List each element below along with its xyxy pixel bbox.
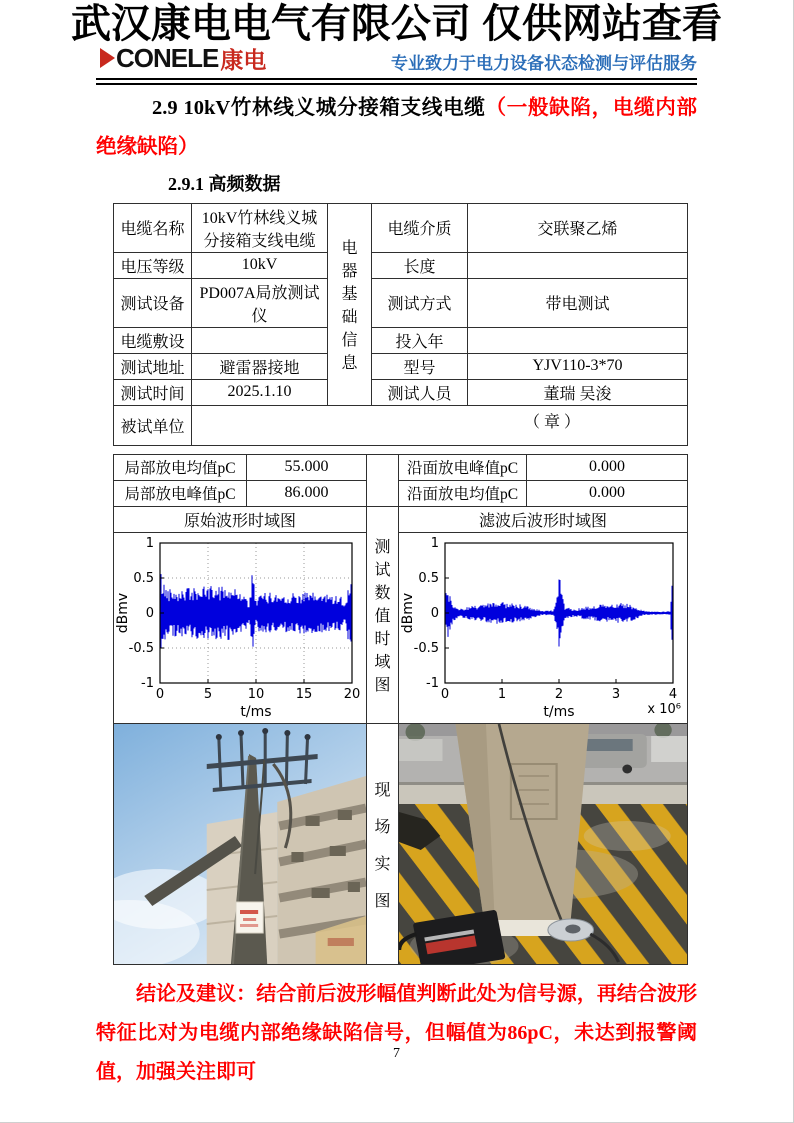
section-heading-black: 2.9 10kV竹林线义城分接箱支线电缆 <box>152 96 486 119</box>
logo-triangle-icon <box>100 48 115 68</box>
info-cell-label: 电压等级 <box>114 252 192 278</box>
page-number: 7 <box>393 1046 400 1061</box>
left-chart-title: 原始波形时域图 <box>114 506 367 532</box>
filtered-waveform-chart <box>399 532 688 723</box>
conclusion-text: 结论及建议：结合前后波形幅值判断此处为信号源，再结合波形特征比对为电缆内部绝缘缺陷信号，但幅值为86pC，未达到报警阈值，加强关注即可 <box>96 982 697 1083</box>
subsection-heading: 2.9.1 高频数据 <box>168 173 281 194</box>
measure-cell-value: 0.000 <box>527 480 688 506</box>
info-cell-value <box>192 327 328 353</box>
company-slogan: 专业致力于电力设备状态检测与评估服务 <box>391 53 697 73</box>
section-heading <box>96 89 697 167</box>
svg-text:-0.5: -0.5 <box>413 640 439 656</box>
logo-brand-cn: 康电 <box>220 46 267 73</box>
svg-text:1: 1 <box>145 535 154 551</box>
info-cell-label: 电缆名称 <box>114 203 192 252</box>
info-cell-value: 交联聚乙烯 <box>468 203 688 252</box>
svg-text:0.5: 0.5 <box>133 570 154 586</box>
info-cell-value: 避雷器接地 <box>192 353 328 379</box>
company-logo <box>100 42 266 75</box>
svg-text:0: 0 <box>145 605 154 621</box>
site-photo-base <box>399 723 688 964</box>
site-photo-pole <box>114 723 367 964</box>
svg-text:-1: -1 <box>426 675 439 691</box>
info-cell-value: 10kV <box>192 252 328 278</box>
measure-cell-value: 55.000 <box>247 454 367 480</box>
info-cell-value: PD007A局放测试仪 <box>192 278 328 327</box>
info-cell-value: 董瑞 吴浚 <box>468 379 688 405</box>
info-middle-cell <box>328 203 372 405</box>
svg-text:0: 0 <box>155 686 165 702</box>
info-cell-label: 型号 <box>372 353 468 379</box>
info-cell-label: 测试设备 <box>114 278 192 327</box>
info-cell-label: 电缆介质 <box>372 203 468 252</box>
cable-info-table <box>113 203 688 446</box>
info-cell-value <box>468 252 688 278</box>
info-cell-label: 电缆敷设 <box>114 327 192 353</box>
svg-text:-1: -1 <box>141 675 154 691</box>
measure-cell-label: 沿面放电峰值pC <box>399 454 527 480</box>
svg-text:t/ms: t/ms <box>240 703 272 720</box>
svg-text:x 10⁶: x 10⁶ <box>647 701 681 717</box>
svg-text:0: 0 <box>440 686 450 702</box>
right-chart-title: 滤波后波形时域图 <box>399 506 688 532</box>
tested-unit-label: 被试单位 <box>114 405 192 445</box>
measure-cell-label: 局部放电均值pC <box>114 454 247 480</box>
svg-text:10: 10 <box>247 686 265 702</box>
site-photo-pole-image <box>114 724 366 964</box>
svg-text:2: 2 <box>554 686 564 702</box>
info-cell-value: 2025.1.10 <box>192 379 328 405</box>
info-cell-value: 10kV竹林线义城分接箱支线电缆 <box>192 203 328 252</box>
info-cell-label: 投入年 <box>372 327 468 353</box>
charts-middle-cell <box>367 506 399 723</box>
info-cell-label: 长度 <box>372 252 468 278</box>
measure-cell-label: 沿面放电均值pC <box>399 480 527 506</box>
info-cell-value: 带电测试 <box>468 278 688 327</box>
svg-text:5: 5 <box>203 686 213 702</box>
svg-text:3: 3 <box>611 686 621 702</box>
svg-text:-0.5: -0.5 <box>128 640 154 656</box>
svg-text:t/ms: t/ms <box>543 703 575 720</box>
svg-text:20: 20 <box>343 686 361 702</box>
measure-cell-value: 86.000 <box>247 480 367 506</box>
svg-text:dBmv: dBmv <box>115 592 131 634</box>
svg-text:0.5: 0.5 <box>418 570 439 586</box>
info-cell-label: 测试时间 <box>114 379 192 405</box>
info-middle-label: 电 器 基 础 信 息 <box>341 240 358 373</box>
header-divider <box>96 78 697 85</box>
svg-text:1: 1 <box>497 686 507 702</box>
measure-middle-spacer <box>367 454 399 506</box>
measure-cell-value: 0.000 <box>527 454 688 480</box>
info-cell-label: 测试人员 <box>372 379 468 405</box>
logo-brand-en: CONELE <box>116 42 219 73</box>
site-photo-base-image <box>399 724 687 964</box>
info-cell-label: 测试地址 <box>114 353 192 379</box>
svg-text:0: 0 <box>430 605 439 621</box>
info-cell-value: YJV110-3*70 <box>468 353 688 379</box>
charts-middle-label: 测 试 数 值 时 域 图 <box>374 539 391 695</box>
tested-unit-value-cell <box>192 405 688 445</box>
svg-text:dBmv: dBmv <box>400 592 416 634</box>
info-cell-label: 测试方式 <box>372 278 468 327</box>
photos-middle-label: 现 场 实 图 <box>374 781 391 910</box>
original-waveform-chart <box>114 532 367 723</box>
section-heading-red: （一般缺陷，电缆内部绝缘缺陷） <box>96 96 697 158</box>
svg-text:1: 1 <box>430 535 439 551</box>
measurement-table <box>113 454 688 965</box>
seal-placeholder: （ 章 ） <box>524 413 581 431</box>
svg-text:4: 4 <box>668 686 678 702</box>
company-title: 武汉康电电气有限公司 仅供网站查看 <box>70 2 723 46</box>
svg-text:15: 15 <box>295 686 313 702</box>
info-cell-value <box>468 327 688 353</box>
measure-cell-label: 局部放电峰值pC <box>114 480 247 506</box>
photos-middle-cell <box>367 723 399 964</box>
brand-row <box>100 43 697 75</box>
